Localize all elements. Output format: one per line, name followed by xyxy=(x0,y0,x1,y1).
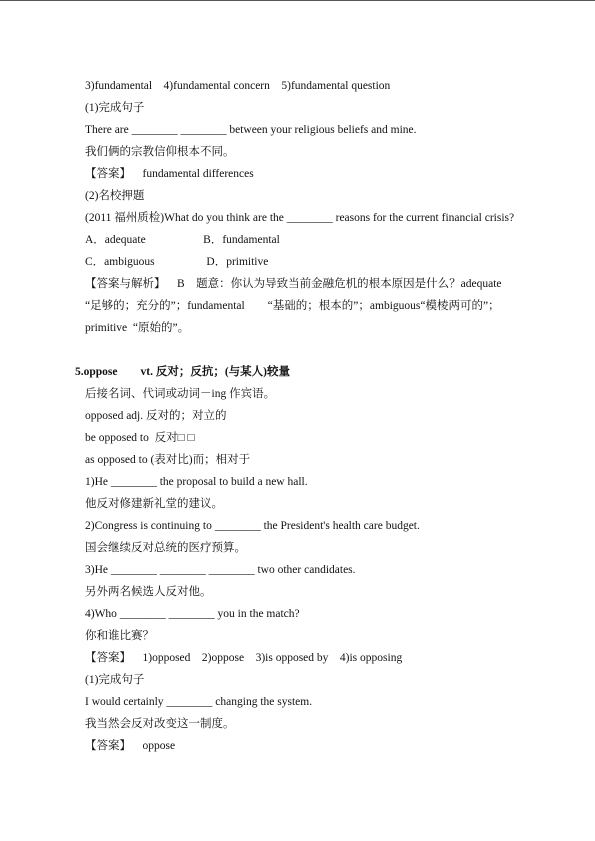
text-line-as-opposed-to: as opposed to (表对比)而；相对于 xyxy=(85,454,251,466)
text-line-opposed-adj: opposed adj. 反对的；对立的 xyxy=(85,410,227,422)
text-line-exercise-3: 3)He ________ ________ ________ two other candidates. xyxy=(85,564,356,576)
text-line-answer-final: 【答案】 oppose xyxy=(85,740,176,752)
text-line-be-opposed-to: be opposed to 反对□ □ xyxy=(85,432,195,444)
text-line-exercise-5: I would certainly ________ changing the system. xyxy=(85,696,313,708)
text-line-section-complete-2: (1)完成句子 xyxy=(85,674,145,686)
text-line-explanation-2: “足够的；充分的”；fundamental “基础的；根本的”；ambiguous“模棱两可的”； xyxy=(85,300,500,312)
text-line-exercise-4: 4)Who ________ ________ you in the match? xyxy=(85,608,300,620)
text-line-translation-1: 他反对修建新礼堂的建议。 xyxy=(85,498,223,510)
text-line-usage: 后接名词、代词或动词－ing 作宾语。 xyxy=(85,388,276,400)
text-line-choices-cd: C．ambiguous D．primitive xyxy=(85,256,269,268)
text-line-options: 3)fundamental 4)fundamental concern 5)fundamental question xyxy=(85,80,391,92)
text-line-translation-4: 你和谁比赛？ xyxy=(85,630,154,642)
text-line-section-complete: (1)完成句子 xyxy=(85,102,145,114)
text-line-translation: 我们俩的宗教信仰根本不同。 xyxy=(85,146,235,158)
text-line-explanation-1: 【答案与解析】 B 题意：你认为导致当前金融危机的根本原因是什么？adequate xyxy=(85,278,502,290)
text-line-exercise-2: 2)Congress is continuing to ________ the President's health care budget. xyxy=(85,520,420,532)
text-line-choices-ab: A．adequate B．fundamental xyxy=(85,234,280,246)
section-heading-oppose: 5.oppose vt. 反对；反抗；(与某人)较量 xyxy=(75,366,290,378)
text-line-question: (2011 福州质检)What do you think are the ________ reasons for the current financial crisis? xyxy=(85,212,515,224)
text-line-exercise-1: 1)He ________ the proposal to build a new hall. xyxy=(85,476,308,488)
text-line-answers: 【答案】 1)opposed 2)oppose 3)is opposed by 4)is opposing xyxy=(85,652,403,664)
text-line-translation-5: 我当然会反对改变这一制度。 xyxy=(85,718,235,730)
text-line-answer: 【答案】 fundamental differences xyxy=(85,168,254,180)
text-line-exercise: There are ________ ________ between your religious beliefs and mine. xyxy=(85,124,417,136)
text-line-section-exam: (2)名校押题 xyxy=(85,190,145,202)
text-line-translation-2: 国会继续反对总统的医疗预算。 xyxy=(85,542,246,554)
text-line-explanation-3: primitive “原始的”。 xyxy=(85,322,190,334)
text-line-translation-3: 另外两名候选人反对他。 xyxy=(85,586,212,598)
